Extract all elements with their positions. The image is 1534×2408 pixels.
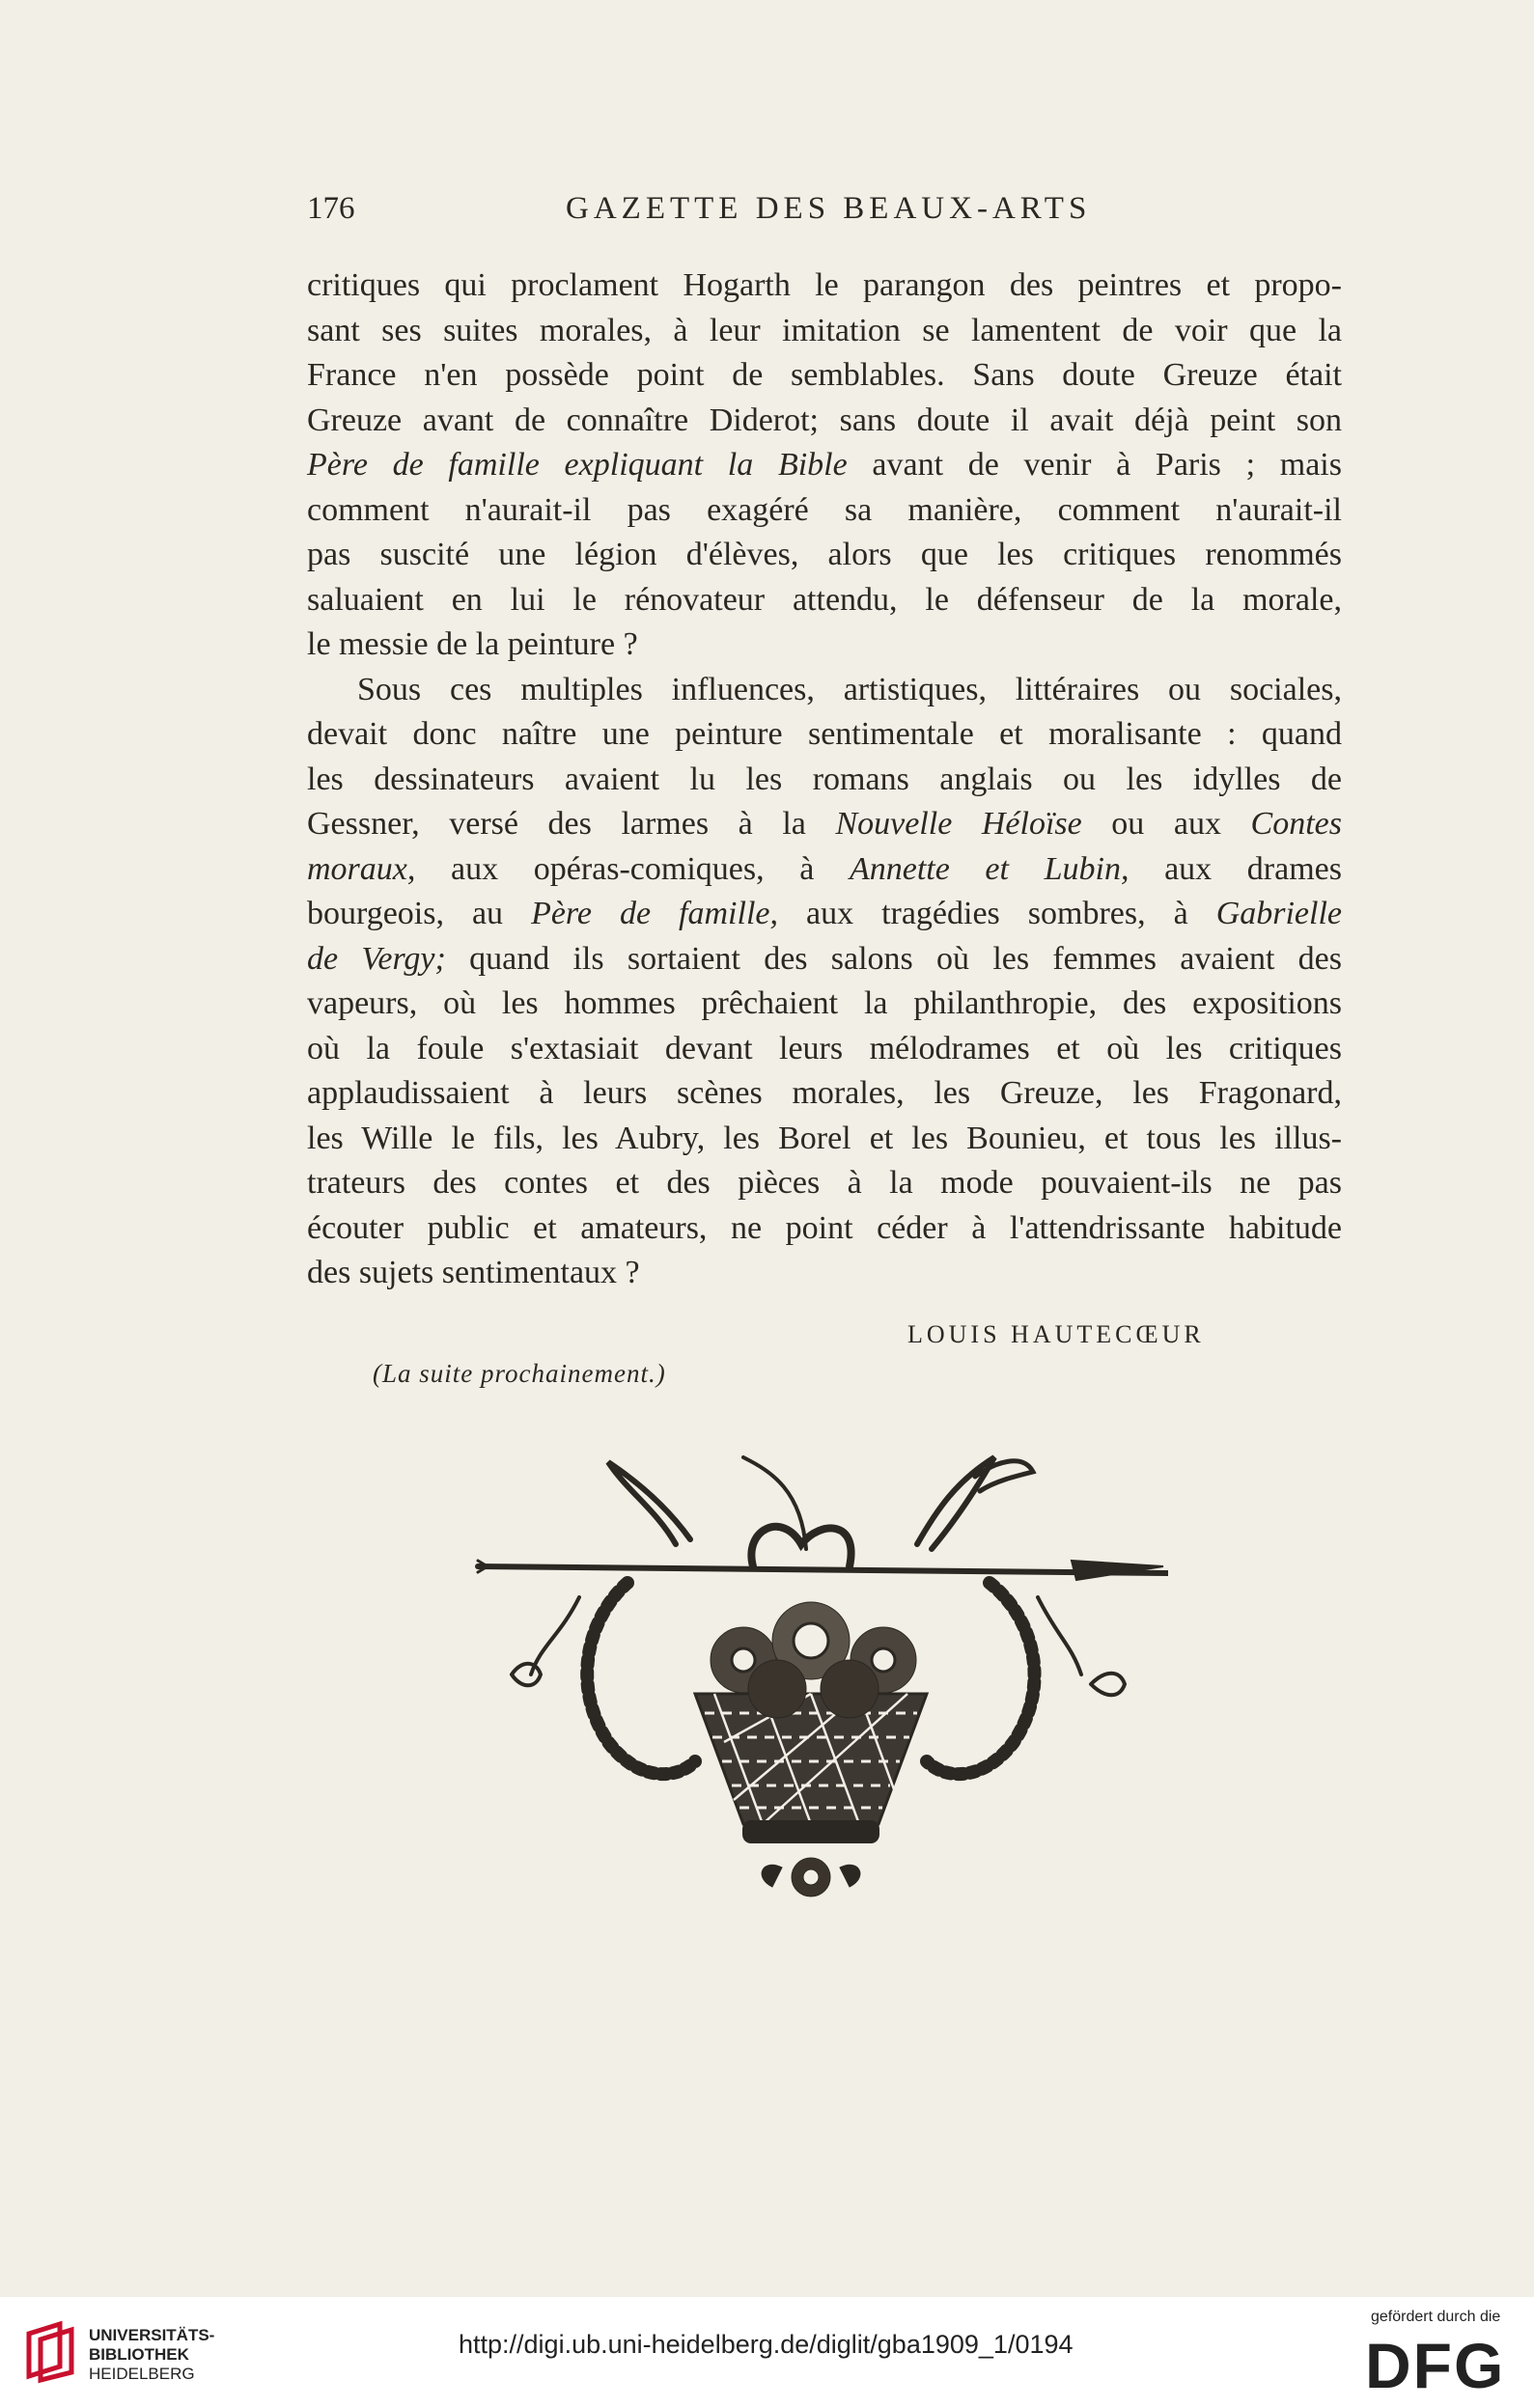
text-line <box>307 443 1342 488</box>
italic-title: Annette et Lubin, <box>849 850 1130 887</box>
text-run: avant de venir à Paris ; mais <box>847 447 1342 483</box>
text-line: pas suscité une légion d'élèves, alors que les critiques renommés <box>307 537 1342 572</box>
text-line: trateurs des contes et des pièces à la mode pouvaient-ils ne pas <box>307 1165 1342 1201</box>
text-line: Greuze avant de connaître Diderot; sans doute il avait déjà peint son <box>307 401 1342 438</box>
text-run: quand ils sortaient des salons où les femmes avaient des <box>445 940 1342 977</box>
text-line: le messie de la peinture ? <box>307 626 638 662</box>
permalink-url[interactable]: http://digi.ub.uni-heidelberg.de/diglit/gba1909_1/0194 <box>459 2330 1074 2359</box>
text-line <box>307 802 1342 847</box>
italic-title: Père de famille, <box>531 896 778 931</box>
text-run: aux opéras-comiques, à <box>415 850 850 887</box>
ub-heidelberg-logo-icon <box>21 2320 79 2384</box>
text-line: critiques qui proclament Hogarth le parangon des peintres et propo- <box>307 267 1342 303</box>
article-text <box>307 263 1342 1296</box>
text-line <box>307 847 1342 893</box>
text-line: des sujets sentimentaux ? <box>307 1255 640 1290</box>
text-line: les Wille le fils, les Aubry, les Borel et les Bounieu, et tous les illus- <box>307 1120 1342 1156</box>
text-line: sant ses suites morales, à leur imitation se lamentent de voir que la <box>307 312 1342 348</box>
library-name <box>89 2326 214 2384</box>
text-line: France n'en possède point de semblables. Sans doute Greuze était <box>307 357 1342 393</box>
italic-title: Père de famille expliquant la Bible <box>307 447 848 483</box>
text-line: Sous ces multiples influences, artistiques, littéraires ou sociales, <box>357 671 1342 707</box>
page-header <box>307 191 1342 239</box>
funding-caption: gefördert durch die <box>1371 2309 1501 2325</box>
text-run: Gessner, versé des larmes à la <box>307 806 836 842</box>
running-title: GAZETTE DES BEAUX-ARTS <box>566 191 1092 226</box>
text-run: ou aux <box>1081 806 1251 842</box>
text-line: comment n'aurait-il pas exagéré sa manière, comment n'aurait-il <box>307 491 1342 528</box>
text-line: où la foule s'extasiait devant leurs mélodrames et où les critiques <box>307 1030 1342 1066</box>
flower-basket-vignette-icon <box>454 1453 1168 1906</box>
library-name-line: HEIDELBERG <box>89 2365 195 2383</box>
text-line <box>307 937 1342 983</box>
library-name-line: BIBLIOTHEK <box>89 2345 189 2364</box>
text-line: applaudissaient à leurs scènes morales, les Greuze, les Fragonard, <box>307 1075 1342 1111</box>
italic-title: de Vergy; <box>307 940 446 977</box>
author-signature: LOUIS HAUTECŒUR <box>907 1320 1205 1348</box>
italic-title: moraux, <box>307 850 416 887</box>
text-run: bourgeois, au <box>307 896 532 931</box>
text-run: aux tragédies sombres, à <box>778 896 1216 931</box>
continuation-note: (La suite prochainement.) <box>373 1359 666 1388</box>
text-line <box>307 892 1342 937</box>
digitization-footer <box>0 2297 1534 2408</box>
text-line: vapeurs, où les hommes prêchaient la philanthropie, des expositions <box>307 985 1342 1021</box>
text-line: les dessinateurs avaient lu les romans anglais ou les idylles de <box>307 761 1342 797</box>
italic-title: Nouvelle Héloïse <box>835 806 1082 842</box>
text-run: aux drames <box>1129 850 1342 887</box>
page-number: 176 <box>307 191 355 226</box>
italic-title: Contes <box>1250 806 1342 842</box>
text-line: devait donc naître une peinture sentimentale et moralisante : quand <box>307 716 1342 752</box>
italic-title: Gabrielle <box>1215 896 1342 931</box>
text-line: saluaient en lui le rénovateur attendu, le défenseur de la morale, <box>307 581 1342 618</box>
text-line: écouter public et amateurs, ne point céder à l'attendrissante habitude <box>307 1209 1342 1246</box>
dfg-logo: DFG <box>1365 2330 1506 2401</box>
library-name-line: UNIVERSITÄTS- <box>89 2326 215 2344</box>
